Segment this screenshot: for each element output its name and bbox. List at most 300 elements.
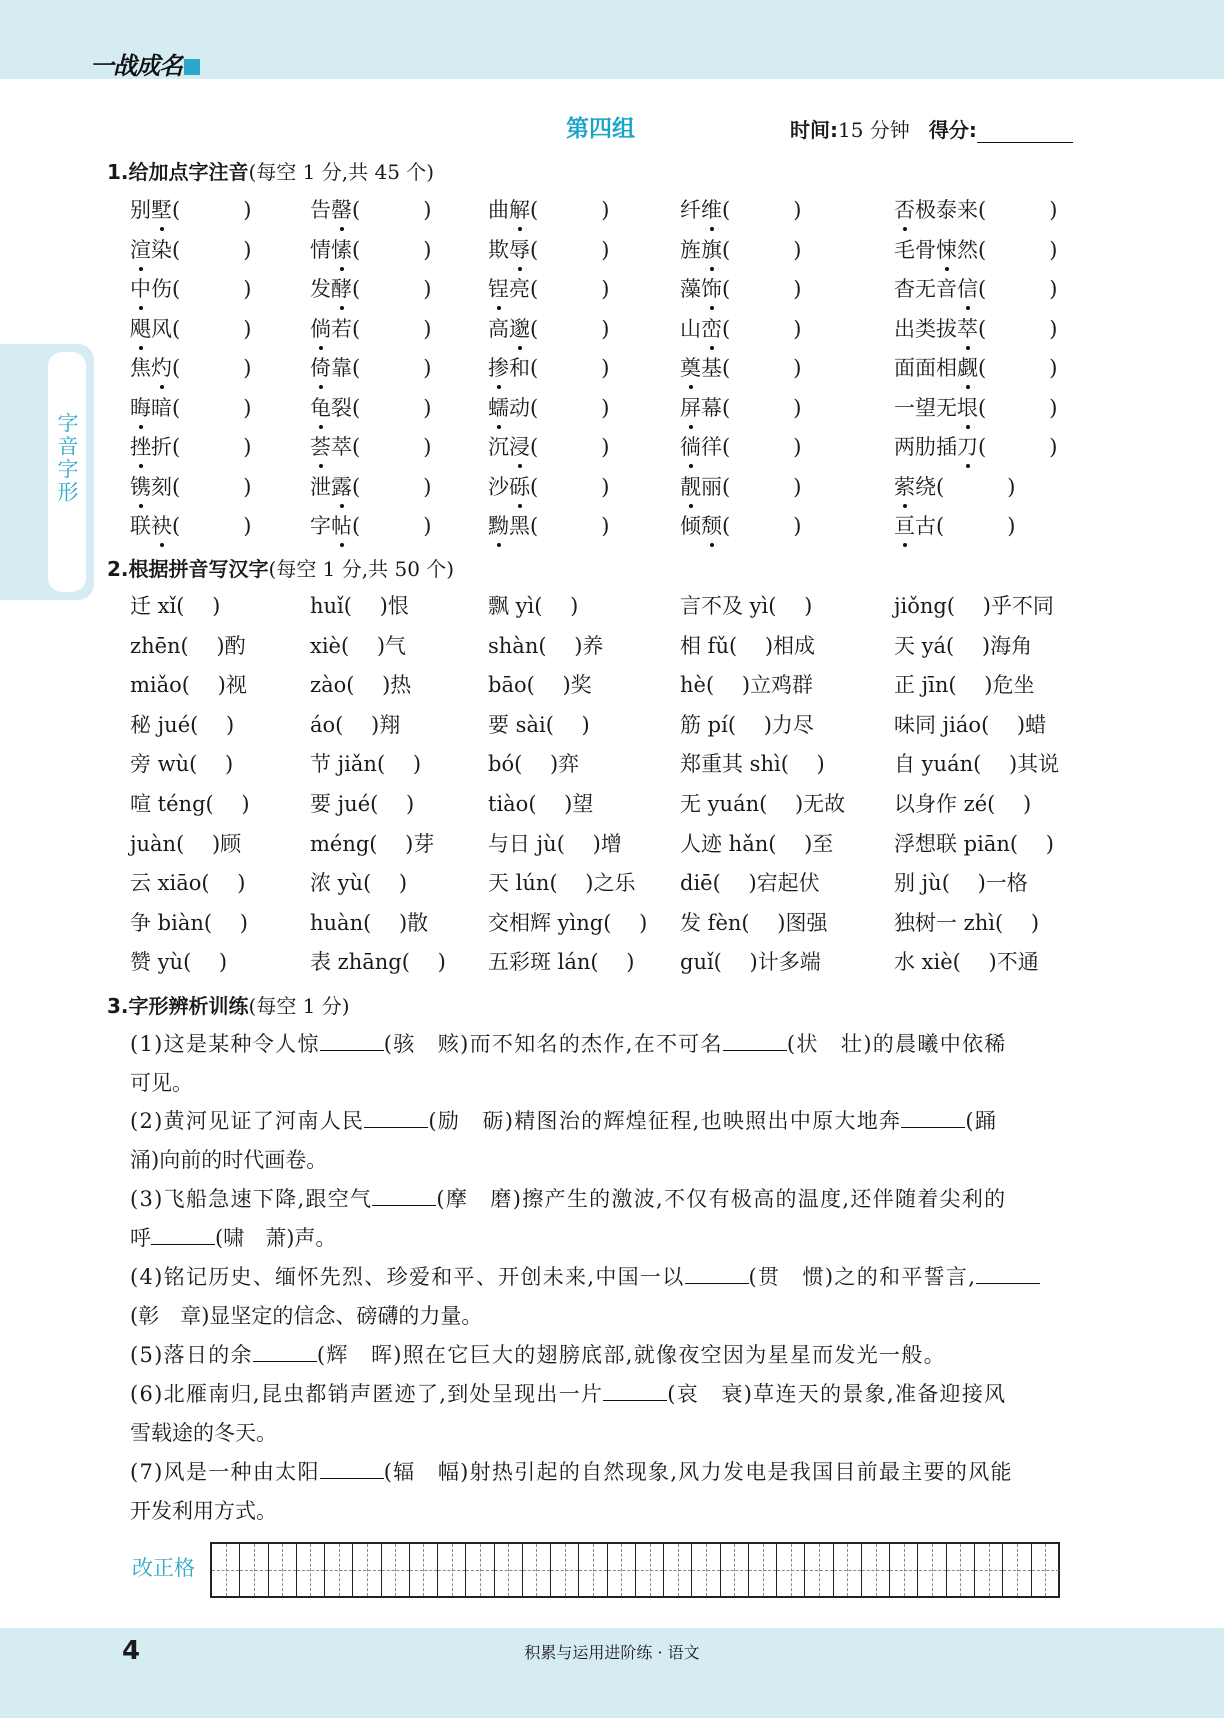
grid-cell[interactable] [438, 1544, 466, 1596]
dotted-char: 维 [701, 194, 722, 224]
q1-item-text: 面面相 [894, 356, 957, 380]
q2-item[interactable]: 天 lún( )之乐 [488, 871, 636, 896]
grid-cell[interactable] [1032, 1544, 1060, 1596]
dotted-char: 邈 [509, 313, 530, 343]
answer-blank[interactable] [364, 1105, 428, 1128]
q1-item [680, 510, 801, 540]
q3-item-2-line-2: 涌)向前的时代画卷。 [130, 1148, 328, 1172]
dotted-char: 砾 [509, 471, 530, 501]
correction-grid[interactable] [210, 1542, 1060, 1598]
q1-item [310, 194, 431, 224]
dotted-char: 亘 [894, 510, 915, 540]
q1-item-text: 发 [310, 277, 331, 301]
dotted-char: 袂 [151, 510, 172, 540]
dotted-char: 露 [331, 471, 352, 501]
q1-item [130, 194, 251, 224]
answer-parentheses[interactable]: ( ) [530, 395, 610, 420]
dotted-char: 否 [894, 194, 915, 224]
q2-item[interactable]: zào( )热 [310, 673, 412, 698]
answer-parentheses[interactable]: ( ) [172, 356, 252, 380]
grid-cell[interactable] [975, 1544, 1003, 1596]
dotted-char: 龟 [310, 392, 331, 422]
q1-item [488, 392, 609, 422]
answer-parentheses[interactable]: ( ) [936, 474, 1016, 499]
dotted-char: 灼 [151, 352, 172, 382]
q1-item [894, 510, 1015, 540]
q3-item-2-line-1: (2)黄河见证了河南人民 (励 砺)精图治的辉煌征程,也映照出中原大地奔 (踊 [130, 1102, 1105, 1140]
q2-item[interactable]: 要 jué( ) [310, 792, 415, 816]
grid-cell[interactable] [410, 1544, 438, 1596]
q1-item [130, 234, 251, 264]
q2-item[interactable]: 秘 jué( ) [130, 712, 235, 737]
q2-item[interactable]: 筋 pí( )力尽 [680, 712, 814, 737]
dotted-char: 渲 [130, 234, 151, 264]
q1-item-text: 萃 [331, 435, 352, 459]
grid-cell[interactable] [664, 1544, 692, 1596]
q1-item-text: 曲 [488, 198, 509, 222]
q1-heading: 1.给加点字注音(每空 1 分,共 45 个) [107, 160, 435, 184]
q2-item[interactable]: xiè( )气 [310, 633, 407, 658]
q3-item-4-line-1: (4)铭记历史、缅怀先烈、珍爱和平、开创未来,中国一以 (贯 惯)之的和平誓言, [130, 1258, 1105, 1296]
dotted-char: 墅 [151, 194, 172, 224]
dotted-char: 酵 [331, 273, 352, 303]
q2-item[interactable]: 五彩斑 lán( ) [488, 950, 635, 975]
answer-parentheses[interactable]: ( ) [352, 316, 432, 341]
q2-item[interactable]: 郑重其 shì( ) [680, 752, 825, 777]
q1-item [130, 510, 251, 540]
answer-parentheses[interactable]: ( ) [722, 514, 802, 538]
q1-item-text: 焦 [130, 356, 151, 380]
q1-item [894, 392, 1057, 422]
q1-item-text: 染 [151, 237, 172, 262]
grid-cell[interactable] [749, 1544, 777, 1596]
answer-parentheses[interactable]: ( ) [722, 277, 802, 301]
answer-parentheses[interactable]: ( ) [978, 237, 1058, 262]
dotted-char: 解 [509, 194, 530, 224]
q1-item [130, 431, 251, 461]
q2-item[interactable]: 相 fǔ( )相成 [680, 633, 816, 658]
q1-item-text: 伤 [151, 277, 172, 301]
q1-item-text: 纤 [680, 198, 701, 222]
q1-item-text: 两肋插 [894, 435, 957, 459]
q1-item-text: 靠 [331, 356, 352, 380]
answer-parentheses[interactable]: ( ) [530, 514, 610, 538]
answer-parentheses[interactable]: ( ) [172, 474, 252, 499]
dotted-char: 峦 [701, 313, 722, 343]
q2-item[interactable]: bāo( )奖 [488, 673, 592, 698]
time-value: 15 分钟 [838, 118, 910, 142]
q1-item-text: 山 [680, 316, 701, 341]
q2-item[interactable]: jiǒng( )乎不同 [894, 594, 1054, 618]
q2-item[interactable]: shàn( )养 [488, 633, 604, 658]
answer-parentheses[interactable]: ( ) [722, 395, 802, 420]
grid-cell[interactable] [579, 1544, 607, 1596]
grid-cell[interactable] [495, 1544, 523, 1596]
dotted-char: 颓 [701, 510, 722, 540]
answer-blank[interactable] [603, 1378, 667, 1401]
q2-item[interactable]: 浓 yù( ) [310, 871, 408, 896]
answer-parentheses[interactable]: ( ) [352, 435, 432, 459]
q1-item-text: 字 [310, 514, 331, 538]
q1-item-text: 杳无音 [894, 277, 957, 301]
grid-cell[interactable] [325, 1544, 353, 1596]
q3-heading: 3.字形辨析训练(每空 1 分) [107, 994, 350, 1018]
grid-cell[interactable] [834, 1544, 862, 1596]
q2-item[interactable]: huàn( )散 [310, 910, 429, 935]
q2-item[interactable]: 人迹 hǎn( )至 [680, 831, 834, 856]
q1-item [310, 352, 431, 382]
answer-parentheses[interactable]: ( ) [722, 237, 802, 262]
q2-item[interactable]: 要 sài( ) [488, 712, 590, 737]
answer-parentheses[interactable]: ( ) [530, 356, 610, 380]
answer-parentheses[interactable]: ( ) [172, 198, 252, 222]
book-title: 积累与运用进阶练 · 语文 [524, 1643, 700, 1662]
q1-item-text: 泄 [310, 474, 331, 499]
q2-heading: 2.根据拼音写汉字(每空 1 分,共 50 个) [107, 557, 455, 581]
q2-item[interactable]: 迁 xǐ( ) [130, 594, 221, 618]
q1-row [0, 431, 1224, 467]
answer-parentheses[interactable]: ( ) [172, 514, 252, 538]
time-score: 时间:15 分钟 得分: [790, 114, 1073, 143]
q1-item-text: 动 [509, 395, 530, 420]
answer-parentheses[interactable]: ( ) [978, 316, 1058, 341]
q2-item[interactable]: 喧 téng( ) [130, 792, 250, 816]
q1-row [0, 471, 1224, 507]
q1-item [894, 313, 1057, 343]
dotted-char: 靓 [680, 471, 701, 501]
dotted-char: 飓 [130, 313, 151, 343]
page-number: 4 [122, 1636, 141, 1666]
answer-parentheses[interactable]: ( ) [172, 237, 252, 262]
q1-row [0, 392, 1224, 428]
q1-item [680, 273, 801, 303]
q3-item-4-line-2: (彰 章)显坚定的信念、磅礴的力量。 [130, 1304, 483, 1328]
q1-item-text: 极泰来 [915, 198, 978, 222]
grid-cell[interactable] [692, 1544, 720, 1596]
q1-item [894, 234, 1057, 264]
q1-item [130, 352, 251, 382]
dotted-char: 帖 [331, 510, 352, 540]
q1-item [130, 273, 251, 303]
grid-cell[interactable] [212, 1544, 240, 1596]
answer-parentheses[interactable]: ( ) [352, 474, 432, 499]
q2-item[interactable]: 与日 jù( )增 [488, 831, 622, 856]
q1-item [130, 471, 251, 501]
q2-item[interactable]: 言不及 yì( ) [680, 594, 813, 618]
dotted-char: 荟 [310, 431, 331, 461]
q1-item [680, 313, 801, 343]
q1-item [310, 431, 431, 461]
dotted-char: 辱 [509, 234, 530, 264]
answer-blank[interactable] [976, 1261, 1040, 1284]
dotted-char: 奠 [680, 352, 701, 382]
grid-cell[interactable] [636, 1544, 664, 1596]
dotted-char: 信 [957, 273, 978, 303]
q2-item[interactable]: méng( )芽 [310, 831, 435, 856]
answer-parentheses[interactable]: ( ) [722, 435, 802, 459]
q1-item-text: 倾 [680, 514, 701, 538]
q1-item [310, 392, 431, 422]
grid-cell[interactable] [890, 1544, 918, 1596]
group-title: 第四组 [566, 116, 635, 142]
q2-row [0, 867, 1224, 903]
q1-item-text: 藻 [680, 277, 701, 301]
answer-parentheses[interactable]: ( ) [722, 474, 802, 499]
q3-item-1-line-1: (1)这是某种令人惊 (骇 赅)而不知名的杰作,在不可名 (状 壮)的晨曦中依稀 [130, 1025, 1105, 1063]
q3-item-3-line-2: 呼 (啸 萧)声。 [130, 1219, 1105, 1257]
q1-item-text: 风 [151, 316, 172, 341]
q1-item [680, 431, 801, 461]
q2-item[interactable]: áo( )翔 [310, 712, 401, 737]
grid-cell[interactable] [805, 1544, 833, 1596]
q3-item-7-line-2: 开发利用方式。 [130, 1499, 277, 1523]
grid-cell[interactable] [919, 1544, 947, 1596]
q1-item [680, 194, 801, 224]
dotted-char: 浸 [509, 431, 530, 461]
q1-item [894, 352, 1057, 382]
q1-item-text: 欺 [488, 237, 509, 262]
q2-row [0, 828, 1224, 864]
grid-cell[interactable] [862, 1544, 890, 1596]
grid-cell[interactable] [777, 1544, 805, 1596]
q2-item[interactable]: 交相辉 yìng( ) [488, 910, 648, 935]
answer-parentheses[interactable]: ( ) [352, 514, 432, 538]
q2-item[interactable]: zhēn( )酌 [130, 633, 246, 658]
q1-item-text: 和 [509, 356, 530, 380]
answer-blank[interactable] [320, 1028, 384, 1051]
side-tab-label: 字音字形 [55, 412, 79, 504]
brand-tag-icon [184, 59, 200, 75]
q1-item-text: 暗 [151, 395, 172, 420]
q1-item [894, 471, 1015, 501]
answer-blank[interactable] [901, 1105, 965, 1128]
q1-item [680, 471, 801, 501]
answer-blank[interactable] [320, 1456, 384, 1479]
dotted-char: 萃 [957, 313, 978, 343]
q1-item-text: 别 [130, 198, 151, 222]
q1-item [310, 273, 431, 303]
q2-item[interactable]: 节 jiǎn( ) [310, 752, 422, 777]
answer-parentheses[interactable]: ( ) [530, 435, 610, 459]
q1-item-text: 若 [331, 316, 352, 341]
grid-cell[interactable] [466, 1544, 494, 1596]
q2-item[interactable]: 独树一 zhì( ) [894, 910, 1040, 935]
grid-cell[interactable] [608, 1544, 636, 1596]
answer-parentheses[interactable]: ( ) [722, 316, 802, 341]
q1-item [680, 234, 801, 264]
grid-cell[interactable] [382, 1544, 410, 1596]
correction-label: 改正格 [132, 1556, 195, 1580]
q2-item[interactable]: 云 xiāo( ) [130, 871, 246, 896]
answer-blank[interactable] [372, 1183, 436, 1206]
q2-item[interactable]: bó( )弈 [488, 752, 580, 777]
answer-parentheses[interactable]: ( ) [530, 277, 610, 301]
answer-parentheses[interactable]: ( ) [978, 395, 1058, 420]
answer-parentheses[interactable]: ( ) [530, 316, 610, 341]
grid-cell[interactable] [353, 1544, 381, 1596]
answer-parentheses[interactable]: ( ) [352, 277, 432, 301]
q1-item-text: 亮 [509, 277, 530, 301]
answer-parentheses[interactable]: ( ) [352, 395, 432, 420]
answer-blank[interactable] [253, 1339, 317, 1362]
dotted-char: 徜 [680, 431, 701, 461]
q1-item-text: 基 [701, 356, 722, 380]
q2-row [0, 669, 1224, 705]
answer-parentheses[interactable]: ( ) [530, 237, 610, 262]
grid-cell[interactable] [947, 1544, 975, 1596]
grid-cell[interactable] [721, 1544, 749, 1596]
answer-parentheses[interactable]: ( ) [172, 316, 252, 341]
q1-item [488, 510, 609, 540]
q1-item [488, 471, 609, 501]
dotted-char: 蠕 [488, 392, 509, 422]
score-blank[interactable] [977, 120, 1073, 143]
dotted-char: 掺 [488, 352, 509, 382]
q1-row [0, 194, 1224, 230]
q2-row [0, 946, 1224, 982]
dotted-char: 罄 [331, 194, 352, 224]
q2-item[interactable]: 争 biàn( ) [130, 910, 248, 935]
q3-item-1-line-2: 可见。 [130, 1071, 193, 1095]
q1-item [488, 194, 609, 224]
answer-parentheses[interactable]: ( ) [172, 435, 252, 459]
dotted-char: 晦 [130, 392, 151, 422]
dotted-char: 垠 [957, 392, 978, 422]
q2-item[interactable]: 别 jù( )一格 [894, 871, 1028, 896]
q1-item-text: 出类拔 [894, 316, 957, 341]
q1-row [0, 313, 1224, 349]
q1-item [130, 313, 251, 343]
dotted-char: 刀 [957, 431, 978, 461]
q3-item-3-line-1: (3)飞船急速下降,跟空气 (摩 磨)擦产生的激波,不仅有极高的温度,还伴随着尖利的 [130, 1180, 1105, 1218]
grid-cell[interactable] [523, 1544, 551, 1596]
answer-blank[interactable] [723, 1028, 787, 1051]
q1-item-text: 黑 [509, 514, 530, 538]
q1-item-text: 徉 [701, 435, 722, 459]
answer-parentheses[interactable]: ( ) [978, 198, 1058, 222]
dotted-char: 愫 [331, 234, 352, 264]
q2-item[interactable]: hè( )立鸡群 [680, 673, 814, 698]
answer-parentheses[interactable]: ( ) [722, 356, 802, 380]
answer-parentheses[interactable]: ( ) [978, 356, 1058, 380]
q1-item-text: 沉 [488, 435, 509, 459]
answer-parentheses[interactable]: ( ) [722, 198, 802, 222]
dotted-char: 镌 [130, 471, 151, 501]
q1-item [488, 273, 609, 303]
q1-item-text: 沙 [488, 474, 509, 499]
answer-parentheses[interactable]: ( ) [978, 435, 1058, 459]
q2-row [0, 709, 1224, 745]
grid-cell[interactable] [297, 1544, 325, 1596]
q1-item-text: 折 [151, 435, 172, 459]
time-label: 时间 [790, 118, 830, 142]
q1-item-text: 古 [915, 514, 936, 538]
q2-item[interactable]: guǐ( )计多端 [680, 950, 821, 975]
dotted-char: 挫 [130, 431, 151, 461]
q2-item[interactable]: 水 xiè( )不通 [894, 950, 1039, 975]
q1-row [0, 273, 1224, 309]
dotted-char: 屏 [680, 392, 701, 422]
q2-item[interactable]: 天 yá( )海角 [894, 633, 1033, 658]
q2-item[interactable]: juàn( )顾 [130, 831, 242, 856]
answer-parentheses[interactable]: ( ) [352, 198, 432, 222]
q2-item[interactable]: 以身作 zé( ) [894, 792, 1032, 816]
q2-item[interactable]: 味同 jiáo( )蜡 [894, 712, 1047, 737]
q1-item [894, 273, 1057, 303]
q2-item[interactable]: 自 yuán( )其说 [894, 752, 1060, 777]
q3-item-7-line-1: (7)风是一种由太阳 (辐 幅)射热引起的自然现象,风力发电是我国目前最主要的风能 [130, 1453, 1105, 1491]
q2-item[interactable]: 赞 yù( ) [130, 950, 228, 975]
answer-parentheses[interactable]: ( ) [172, 277, 252, 301]
grid-cell[interactable] [269, 1544, 297, 1596]
q2-row [0, 788, 1224, 824]
q2-item[interactable]: 无 yuán( )无故 [680, 792, 846, 816]
q3-item-6-line-1: (6)北雁南归,昆虫都销声匿迹了,到处呈现出一片 (哀 衰)草连天的景象,准备迎接风 [130, 1375, 1105, 1413]
answer-parentheses[interactable]: ( ) [978, 277, 1058, 301]
q2-item[interactable]: huǐ( )恨 [310, 594, 409, 618]
q3-item-6-line-2: 雪载途的冬天。 [130, 1421, 277, 1445]
q1-item-text: 高 [488, 316, 509, 341]
q1-item [310, 234, 431, 264]
dotted-char: 饰 [701, 273, 722, 303]
q2-item[interactable]: 发 fèn( )图强 [680, 910, 828, 935]
q1-row [0, 510, 1224, 546]
q1-item [680, 392, 801, 422]
q1-item-text: 联 [130, 514, 151, 538]
q2-item[interactable]: 正 jīn( )危坐 [894, 673, 1035, 698]
q2-item[interactable]: miǎo( )视 [130, 673, 247, 698]
q2-row [0, 748, 1224, 784]
dotted-char: 锃 [488, 273, 509, 303]
dotted-char: 倘 [310, 313, 331, 343]
answer-blank[interactable] [151, 1222, 215, 1245]
q1-item [310, 471, 431, 501]
q1-item-text: 一望无 [894, 395, 957, 420]
q2-item[interactable]: 浮想联 piān( ) [894, 831, 1054, 856]
q2-item[interactable]: tiào( )望 [488, 792, 594, 816]
grid-cell[interactable] [1003, 1544, 1031, 1596]
q2-item[interactable]: 表 zhāng( ) [310, 950, 446, 975]
answer-blank[interactable] [685, 1261, 749, 1284]
q1-item [488, 352, 609, 382]
q2-row [0, 630, 1224, 666]
q2-item[interactable]: 飘 yì( ) [488, 594, 579, 618]
q1-item [310, 313, 431, 343]
q2-item[interactable]: 旁 wù( ) [130, 752, 234, 777]
dotted-char: 旗 [701, 234, 722, 264]
q1-item-text: 丽 [701, 474, 722, 499]
answer-parentheses[interactable]: ( ) [530, 474, 610, 499]
q1-item [488, 234, 609, 264]
dotted-char: 倚 [310, 352, 331, 382]
q1-item-text: 告 [310, 198, 331, 222]
answer-parentheses[interactable]: ( ) [172, 395, 252, 420]
answer-parentheses[interactable]: ( ) [352, 237, 432, 262]
q1-item-text: 绕 [915, 474, 936, 499]
grid-cell[interactable] [240, 1544, 268, 1596]
q1-item [310, 510, 431, 540]
grid-cell[interactable] [551, 1544, 579, 1596]
dotted-char: 黝 [488, 510, 509, 540]
q1-item [680, 352, 801, 382]
q1-item [894, 194, 1057, 224]
answer-parentheses[interactable]: ( ) [530, 198, 610, 222]
q1-item [894, 431, 1057, 461]
score-label: 得分 [928, 118, 969, 142]
answer-parentheses[interactable]: ( ) [352, 356, 432, 380]
q2-item[interactable]: diē( )宕起伏 [680, 871, 820, 896]
answer-parentheses[interactable]: ( ) [936, 514, 1016, 538]
